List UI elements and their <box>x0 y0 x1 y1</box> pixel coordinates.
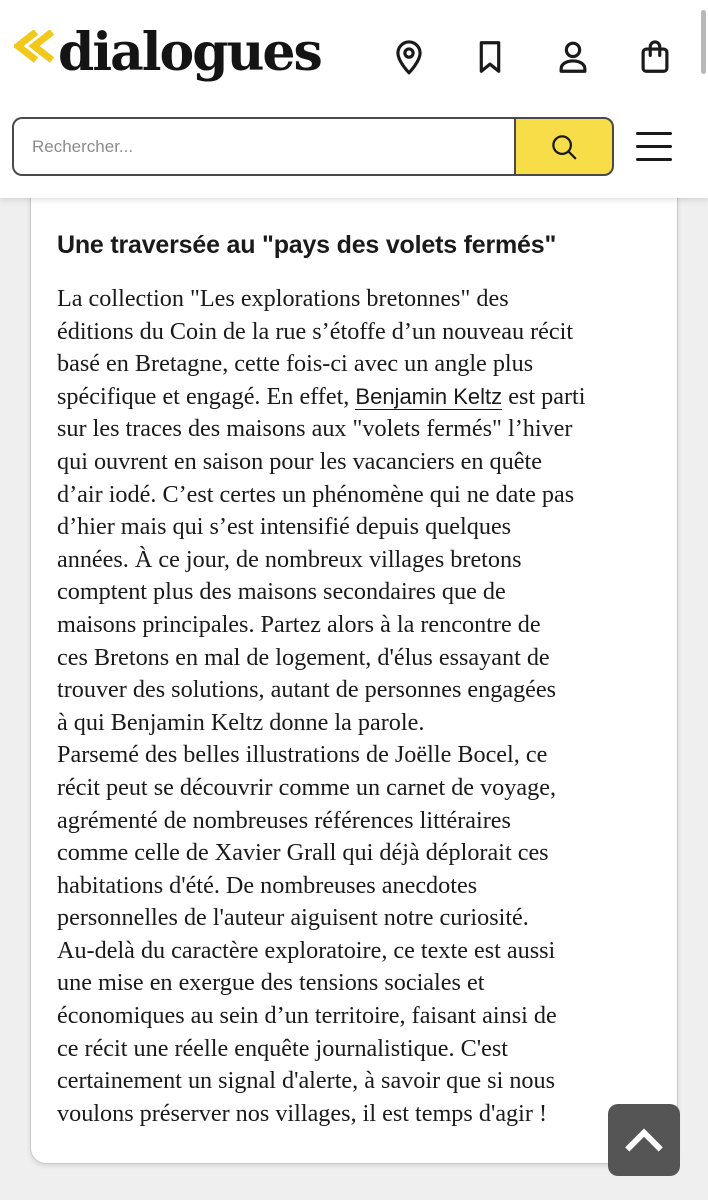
article-line: maisons principales. Partez alors à la rencontre de <box>57 610 541 638</box>
article-line-part: spécifique et engagé. En effet, <box>57 382 350 410</box>
location-pin-icon[interactable] <box>386 34 432 80</box>
bookmark-icon[interactable] <box>467 34 513 80</box>
article-line: qui ouvrent en saison pour les vacanciers en quête <box>57 447 542 475</box>
article-line: Parsemé des belles illustrations de Joëlle Bocel, ce <box>57 741 548 769</box>
article-line: certainement un signal d'alerte, à savoir que si nous <box>57 1067 556 1095</box>
article-line: éditions du Coin de la rue s’étoffe d’un nouveau récit <box>57 317 574 345</box>
article-line: basé en Bretagne, cette fois-ci avec un angle plus <box>57 350 534 378</box>
article-line: comptent plus des maisons secondaires que de <box>57 578 506 606</box>
article-line: années. À ce jour, de nombreux villages bretons <box>57 545 522 573</box>
article-card <box>30 170 678 1164</box>
article-line: ce récit une réelle enquête journalistique. C'est <box>57 1034 508 1062</box>
author-link[interactable]: Benjamin Keltz <box>355 383 503 409</box>
article-line: habitations d'été. De nombreuses anecdotes <box>57 871 478 899</box>
article-line: personnelles de l'auteur aiguisent notre curiosité. <box>57 904 529 932</box>
article-body <box>57 283 667 1130</box>
article-line-part: est parti <box>508 382 586 410</box>
logo-chevrons-icon <box>14 30 58 70</box>
article-line: agrémenté de nombreuses références littéraires <box>57 806 511 834</box>
article-line: ces Bretons en mal de logement, d'élus essayant de <box>57 643 550 671</box>
article-line-with-link <box>57 381 667 414</box>
shopping-bag-icon[interactable] <box>632 34 678 80</box>
article-line: une mise en exergue des tensions sociales et <box>57 969 485 997</box>
article-line: sur les traces des maisons aux "volets fermés" l’hiver <box>57 415 573 443</box>
article-title: Une traversée au "pays des volets fermés" <box>57 231 557 259</box>
article-line: d’hier mais qui s’est intensifié depuis quelques <box>57 513 512 541</box>
article-line: à qui Benjamin Keltz donne la parole. <box>57 708 425 736</box>
article-line: économiques au sein d’un territoire, faisant ainsi de <box>57 1002 557 1030</box>
article-line: récit peut se découvrir comme un carnet de voyage, <box>57 773 556 801</box>
article-line: trouver des solutions, autant de personnes engagées <box>57 676 557 704</box>
site-header <box>0 0 708 198</box>
search-input[interactable] <box>12 117 514 176</box>
article-line: La collection "Les explorations bretonnes" des <box>57 285 509 312</box>
hamburger-menu-icon[interactable] <box>636 128 674 164</box>
account-icon[interactable] <box>550 34 596 80</box>
search-bar <box>12 117 614 176</box>
page-scrollbar[interactable] <box>701 10 706 74</box>
article-line: comme celle de Xavier Grall qui déjà déplorait ces <box>57 839 549 867</box>
article-line: Au-delà du caractère exploratoire, ce texte est aussi <box>57 936 556 964</box>
search-button[interactable] <box>514 117 614 176</box>
search-icon <box>549 132 579 162</box>
scroll-to-top-button[interactable] <box>608 1104 680 1176</box>
logo-text: dialogues <box>58 22 321 83</box>
article-line: d’air iodé. C’est certes un phénomène qui ne date pas <box>57 480 575 508</box>
chevron-up-icon <box>622 1118 666 1162</box>
logo[interactable] <box>14 22 321 92</box>
article-line: voulons préserver nos villages, il est temps d'agir ! <box>57 1099 548 1127</box>
